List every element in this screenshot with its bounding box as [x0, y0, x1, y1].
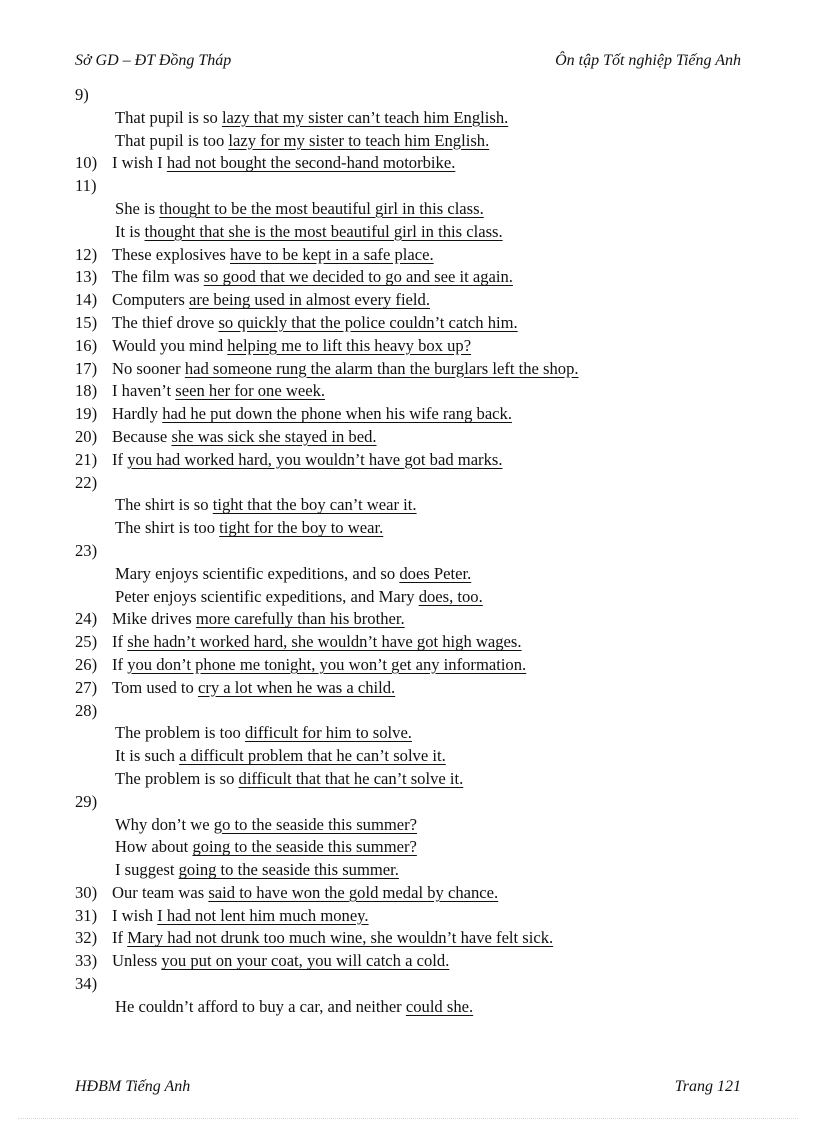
- answer-line: [75, 677, 747, 700]
- item-number: 33): [75, 951, 98, 971]
- answer-text: she was sick she stayed in bed.: [171, 426, 377, 446]
- prompt-text: If: [112, 654, 128, 674]
- answer-line: [75, 722, 747, 745]
- prompt-text: No sooner: [112, 358, 185, 378]
- exercise-answer-list: [75, 84, 747, 1019]
- answer-text: so good that we decided to go and see it again.: [203, 267, 513, 287]
- answer-text: so quickly that the police couldn’t catch him.: [218, 312, 518, 332]
- answer-text: difficult for him to solve.: [244, 723, 412, 743]
- answer-line: [75, 631, 747, 654]
- answer-text: you don’t phone me tonight, you won’t get any information.: [127, 654, 527, 674]
- prompt-text: How about: [115, 837, 193, 857]
- answer-line: [75, 882, 747, 905]
- prompt-text: Mary enjoys scientific expeditions, and so: [115, 563, 400, 583]
- item-number: 32): [75, 928, 98, 948]
- footer-left: HĐBM Tiếng Anh: [75, 1078, 191, 1095]
- answer-line: [75, 221, 747, 244]
- item-number: 10): [75, 153, 98, 173]
- item-number: 14): [75, 290, 98, 310]
- answer-line: [75, 380, 747, 403]
- answer-text: helping me to lift this heavy box up?: [227, 335, 472, 355]
- item-number: 17): [75, 358, 98, 378]
- answer-text: had someone rung the alarm than the burglars left the shop.: [184, 358, 579, 378]
- item-number: 21): [75, 449, 98, 469]
- footer-divider: [18, 1118, 798, 1119]
- answer-text: thought to be the most beautiful girl in this class.: [159, 198, 484, 218]
- prompt-text: The shirt is too: [115, 518, 220, 538]
- header-left: Sở GD – ĐT Đồng Tháp: [75, 52, 232, 69]
- prompt-text: Why don’t we: [115, 814, 214, 834]
- answer-line: [75, 358, 747, 381]
- answer-line: [75, 814, 747, 837]
- answer-text: seen her for one week.: [175, 381, 326, 401]
- item-number-line: [75, 791, 747, 814]
- answer-line: [75, 905, 747, 928]
- answer-line: [75, 654, 747, 677]
- answer-line: [75, 403, 747, 426]
- prompt-text: Mike drives: [112, 609, 196, 629]
- answer-line: [75, 266, 747, 289]
- answer-line: [75, 608, 747, 631]
- answer-text: could she.: [405, 996, 474, 1016]
- prompt-text: That pupil is too: [115, 130, 229, 150]
- answer-line: [75, 426, 747, 449]
- item-number: 22): [75, 472, 98, 492]
- answer-text: go to the seaside this summer?: [213, 814, 418, 834]
- prompt-text: Because: [112, 426, 172, 446]
- answer-text: have to be kept in a safe place.: [229, 244, 434, 264]
- header-right: Ôn tập Tốt nghiệp Tiếng Anh: [555, 52, 741, 69]
- answer-line: [75, 494, 747, 517]
- prompt-text: Would you mind: [112, 335, 228, 355]
- prompt-text: The shirt is so: [115, 495, 213, 515]
- answer-line: [75, 152, 747, 175]
- prompt-text: The film was: [112, 267, 204, 287]
- item-number: 18): [75, 381, 98, 401]
- item-number: 31): [75, 905, 98, 925]
- item-number: 11): [75, 176, 97, 196]
- answer-text: cry a lot when he was a child.: [197, 677, 396, 697]
- answer-text: going to the seaside this summer?: [192, 837, 417, 857]
- item-number-line: [75, 472, 747, 495]
- prompt-text: That pupil is so: [115, 107, 222, 127]
- answer-line: [75, 289, 747, 312]
- answer-text: a difficult problem that he can’t solve it.: [179, 746, 446, 766]
- answer-text: said to have won the gold medal by chance.: [208, 882, 499, 902]
- answer-text: does Peter.: [399, 563, 472, 583]
- answer-line: [75, 745, 747, 768]
- item-number: 24): [75, 609, 98, 629]
- item-number: 19): [75, 404, 98, 424]
- prompt-text: It is such: [115, 746, 180, 766]
- answer-line: [75, 563, 747, 586]
- prompt-text: I haven’t: [112, 381, 176, 401]
- prompt-text: I wish I: [112, 153, 167, 173]
- prompt-text: She is: [115, 198, 160, 218]
- prompt-text: The problem is too: [115, 723, 245, 743]
- item-number: 30): [75, 882, 98, 902]
- answer-text: are being used in almost every field.: [188, 290, 430, 310]
- answer-text: tight that the boy can’t wear it.: [212, 495, 417, 515]
- answer-line: [75, 244, 747, 267]
- prompt-text: I wish: [112, 905, 158, 925]
- item-number: 20): [75, 426, 98, 446]
- answer-line: [75, 335, 747, 358]
- item-number: 15): [75, 312, 98, 332]
- page-header: [75, 52, 741, 70]
- item-number: 23): [75, 540, 98, 560]
- answer-text: more carefully than his brother.: [195, 609, 405, 629]
- answer-text: does, too.: [418, 586, 483, 606]
- answer-line: [75, 130, 747, 153]
- item-number: 16): [75, 335, 98, 355]
- answer-line: [75, 586, 747, 609]
- prompt-text: Unless: [112, 951, 162, 971]
- prompt-text: If: [112, 449, 128, 469]
- item-number-line: [75, 540, 747, 563]
- answer-text: had not bought the second-hand motorbike.: [166, 153, 456, 173]
- item-number: 25): [75, 632, 98, 652]
- item-number-line: [75, 175, 747, 198]
- prompt-text: I suggest: [115, 860, 179, 880]
- answer-text: had he put down the phone when his wife rang back.: [162, 404, 512, 424]
- answer-text: you put on your coat, you will catch a cold.: [161, 951, 450, 971]
- answer-text: going to the seaside this summer.: [178, 860, 399, 880]
- answer-line: [75, 927, 747, 950]
- item-number: 34): [75, 974, 98, 994]
- answer-text: she hadn’t worked hard, she wouldn’t have got high wages.: [127, 632, 522, 652]
- answer-line: [75, 107, 747, 130]
- answer-text: lazy for my sister to teach him English.: [228, 130, 490, 150]
- item-number: 26): [75, 654, 98, 674]
- prompt-text: He couldn’t afford to buy a car, and neither: [115, 996, 406, 1016]
- answer-line: [75, 768, 747, 791]
- answer-line: [75, 836, 747, 859]
- prompt-text: Hardly: [112, 404, 163, 424]
- prompt-text: It is: [115, 221, 145, 241]
- answer-line: [75, 517, 747, 540]
- item-number: 29): [75, 791, 98, 811]
- page-number: Trang 121: [674, 1078, 741, 1095]
- answer-line: [75, 449, 747, 472]
- answer-line: [75, 950, 747, 973]
- prompt-text: Our team was: [112, 882, 209, 902]
- item-number-line: [75, 84, 747, 107]
- answer-text: thought that she is the most beautiful girl in this class.: [144, 221, 503, 241]
- answer-text: tight for the boy to wear.: [219, 518, 384, 538]
- item-number: 12): [75, 244, 98, 264]
- answer-line: [75, 859, 747, 882]
- answer-text: lazy that my sister can’t teach him English.: [221, 107, 509, 127]
- prompt-text: If: [112, 928, 128, 948]
- prompt-text: The problem is so: [115, 768, 239, 788]
- answer-line: [75, 198, 747, 221]
- prompt-text: Tom used to: [112, 677, 198, 697]
- item-number-line: [75, 700, 747, 723]
- item-number: 9): [75, 85, 89, 104]
- prompt-text: The thief drove: [112, 312, 219, 332]
- answer-text: you had worked hard, you wouldn’t have got bad marks.: [127, 449, 503, 469]
- prompt-text: Peter enjoys scientific expeditions, and Mary: [115, 586, 419, 606]
- answer-line: [75, 996, 747, 1019]
- item-number-line: [75, 973, 747, 996]
- page-footer: [75, 1078, 741, 1096]
- answer-line: [75, 312, 747, 335]
- answer-text: I had not lent him much money.: [157, 905, 369, 925]
- item-number: 13): [75, 267, 98, 287]
- item-number: 28): [75, 700, 98, 720]
- item-number: 27): [75, 677, 98, 697]
- prompt-text: Computers: [112, 290, 189, 310]
- prompt-text: These explosives: [112, 244, 230, 264]
- answer-text: difficult that that he can’t solve it.: [238, 768, 464, 788]
- answer-text: Mary had not drunk too much wine, she wouldn’t have felt sick.: [127, 928, 554, 948]
- prompt-text: If: [112, 632, 128, 652]
